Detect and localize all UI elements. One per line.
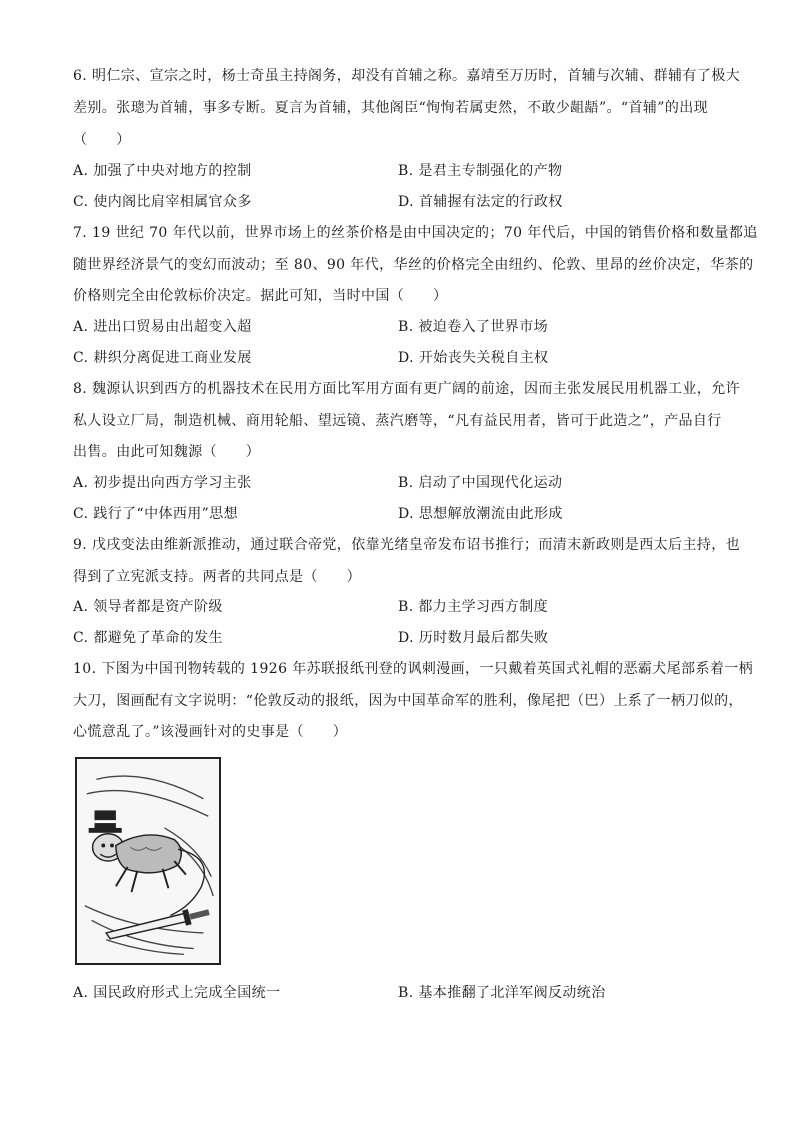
top-hat xyxy=(89,810,122,832)
q9-option-d[interactable]: D. 历时数月最后都失败 xyxy=(398,630,549,646)
q8-option-c[interactable]: C. 践行了“中体西用”思想 xyxy=(73,506,239,522)
q10-stem-line-2: 大刀，图画配有文字说明：“伦敦反动的报纸，因为中国革命军的胜利，像尾把（巴）上系了一柄刀似的， xyxy=(73,693,743,709)
satirical-cartoon-image xyxy=(75,757,221,965)
q7-stem-line-2: 随世界经济景气的变幻而波动；至 80、90 年代，华丝的价格完全由纽约、伦敦、里昂的丝价决定，华茶的 xyxy=(73,257,754,273)
q6-stem-line-3: （ ） xyxy=(73,132,131,148)
q7-option-c[interactable]: C. 耕织分离促进工商业发展 xyxy=(73,350,252,366)
bulldog-figure xyxy=(93,834,186,892)
q6-option-d[interactable]: D. 首辅握有法定的行政权 xyxy=(398,194,563,210)
q8-stem-line-1: 8. 魏源认识到西方的机器技术在民用方面比军用方面有更广阔的前途，因而主张发展民用机器工业，允许 xyxy=(73,381,741,397)
q7-stem-line-3: 价格则完全由伦敦标价决定。据此可知，当时中国（ ） xyxy=(73,288,448,304)
q9-stem-line-2: 得到了立宪派支持。两者的共同点是（ ） xyxy=(73,569,361,585)
q8-stem-line-2: 私人设立厂局，制造机械、商用轮船、望远镜、蒸汽磨等，“凡有益民用者，皆可于此造之”，产品自行 xyxy=(73,413,722,429)
q7-option-d[interactable]: D. 开始丧失关税自主权 xyxy=(398,350,549,366)
q10-option-a[interactable]: A. 国民政府形式上完成全国统一 xyxy=(73,985,281,1001)
q9-option-b[interactable]: B. 都力主学习西方制度 xyxy=(398,599,548,615)
q8-option-a[interactable]: A. 初步提出向西方学习主张 xyxy=(73,475,252,491)
q9-stem-line-1: 9. 戊戌变法由维新派推动，通过联合帝党，依靠光绪皇帝发布诏书推行；而清末新政则是西太后主持，也 xyxy=(73,537,741,553)
q10-stem-line-1: 10. 下图为中国刊物转载的 1926 年苏联报纸刊登的讽刺漫画，一只戴着英国式礼帽的恶霸犬尾部系着一柄 xyxy=(73,661,754,677)
q6-stem-line-2: 差别。张璁为首辅，事多专断。夏言为首辅，其他阁臣“恂恂若属吏然，不敢少龃龉”。“首辅”的出现 xyxy=(73,100,709,116)
q7-option-a[interactable]: A. 进出口贸易由出超变入超 xyxy=(73,319,252,335)
q10-stem-line-3: 心慌意乱了。”该漫画针对的史事是（ ） xyxy=(73,724,348,740)
sword xyxy=(106,909,210,939)
q6-option-c[interactable]: C. 使内阁比肩宰相属官众多 xyxy=(73,194,252,210)
q7-option-b[interactable]: B. 被迫卷入了世界市场 xyxy=(398,319,548,335)
cartoon-drawing xyxy=(77,759,219,963)
q9-option-a[interactable]: A. 领导者都是资产阶级 xyxy=(73,599,223,615)
q9-option-c[interactable]: C. 都避免了革命的发生 xyxy=(73,630,223,646)
q7-stem-line-1: 7. 19 世纪 70 年代以前，世界市场上的丝茶价格是由中国决定的；70 年代后，中国的销售价格和数量都追 xyxy=(73,225,758,241)
q10-option-b[interactable]: B. 基本推翻了北洋军阀反动统治 xyxy=(398,985,606,1001)
q8-option-b[interactable]: B. 启动了中国现代化运动 xyxy=(398,475,563,491)
q6-stem-line-1: 6. 明仁宗、宣宗之时，杨士奇虽主持阁务，却没有首辅之称。嘉靖至万历时，首辅与次辅、群辅有了极大 xyxy=(73,68,741,84)
q6-option-a[interactable]: A. 加强了中央对地方的控制 xyxy=(73,163,252,179)
q8-stem-line-3: 出售。由此可知魏源（ ） xyxy=(73,444,261,460)
q8-option-d[interactable]: D. 思想解放潮流由此形成 xyxy=(398,506,563,522)
q6-option-b[interactable]: B. 是君主专制强化的产物 xyxy=(398,163,563,179)
